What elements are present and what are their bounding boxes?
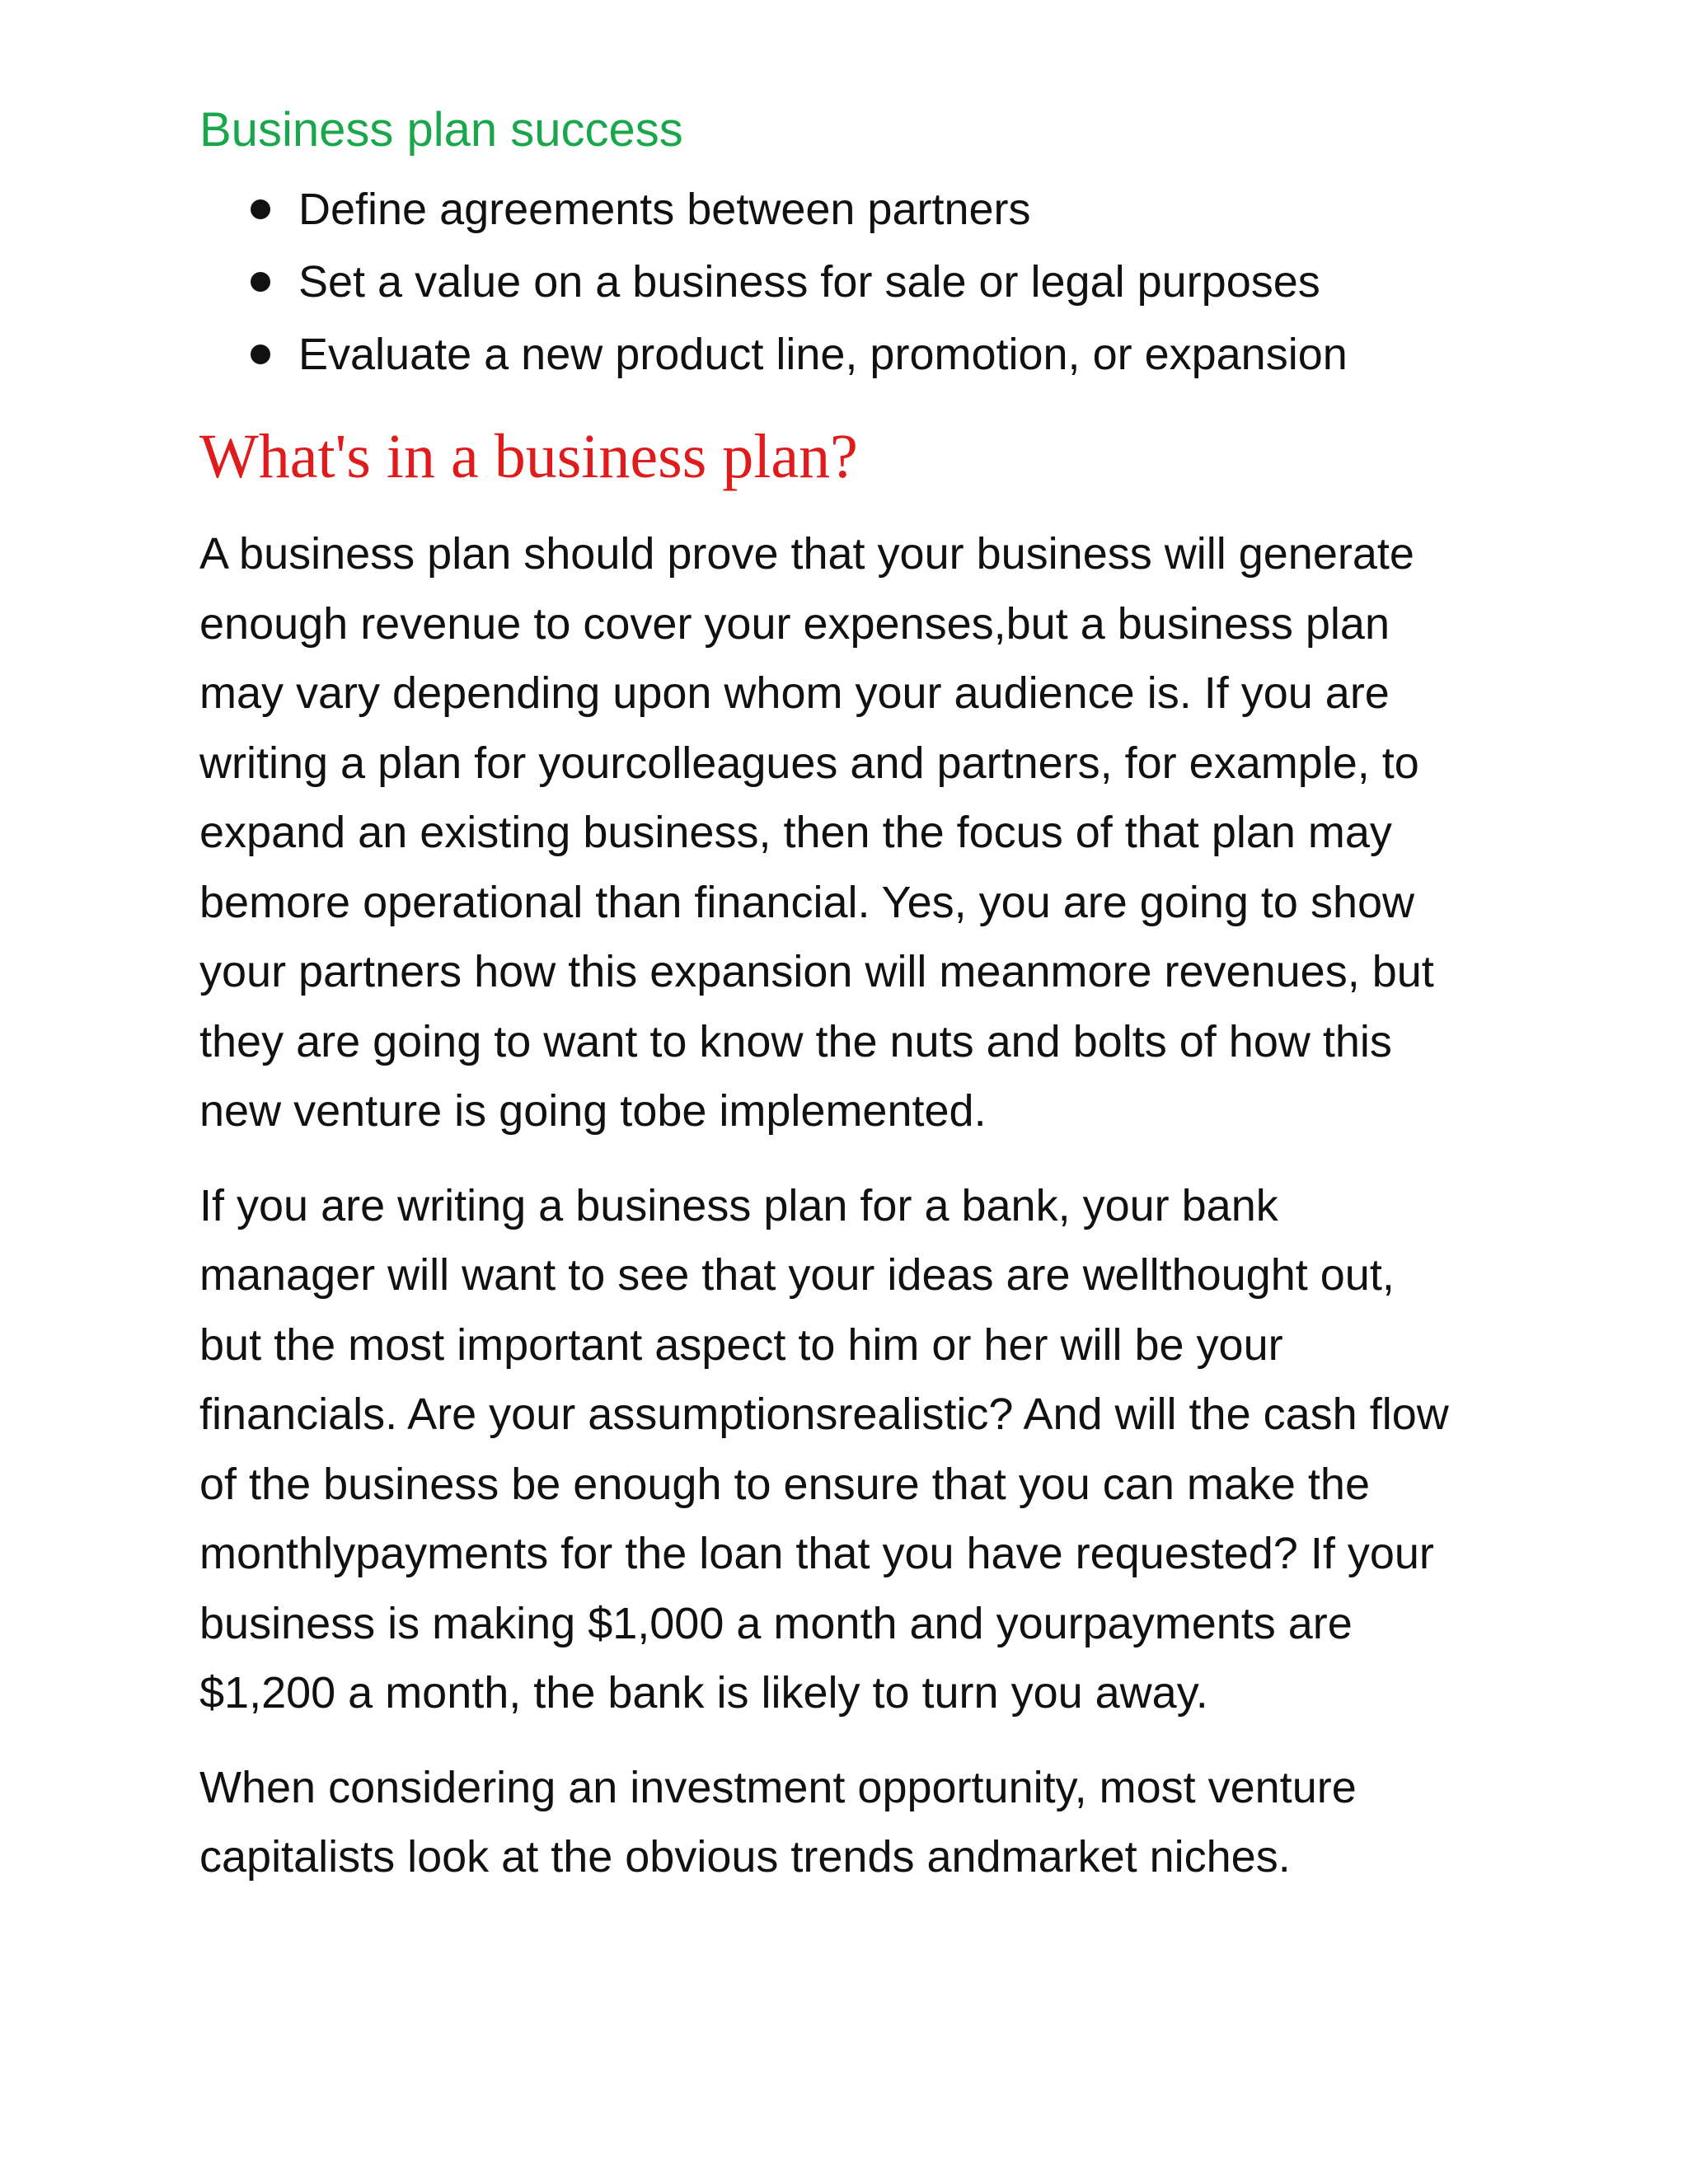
section-title: What's in a business plan? [199,422,858,491]
paragraph-line: monthlypayments for the loan that you have requested? If your [199,1529,1434,1578]
paragraph-line: financials. Are your assumptionsrealistic? And will the cash flow [199,1390,1449,1439]
bullet-item [199,246,1502,318]
bullet-text: Define agreements between partners [298,185,1031,234]
paragraph-line: enough revenue to cover your expenses,but a business plan [199,598,1390,649]
paragraph-line: writing a plan for yourcolleagues and partners, for example, to [199,738,1419,788]
paragraph-line: manager will want to see that your ideas are wellthought out, [199,1250,1395,1300]
paragraph-line: A business plan should prove that your business will generate [199,529,1414,579]
paragraph-3 [199,1753,1502,1892]
paragraph-line: When considering an investment opportunity, most venture [199,1762,1357,1812]
paragraph-line: of the business be enough to ensure that you can make the [199,1459,1370,1509]
paragraph-line: If you are writing a business plan for a bank, your bank [199,1180,1278,1230]
bullet-icon [251,199,270,219]
paragraph-line: $1,200 a month, the bank is likely to turn you away. [199,1668,1208,1718]
bullet-text: Evaluate a new product line, promotion, or expansion [298,330,1348,379]
page-content [199,97,1502,1917]
paragraph-line: may vary depending upon whom your audience is. If you are [199,668,1390,718]
paragraph-line: bemore operational than financial. Yes, you are going to show [199,877,1415,927]
bullet-text: Set a value on a business for sale or legal purposes [298,257,1320,307]
paragraph-line: they are going to want to know the nuts and bolts of how this [199,1016,1392,1066]
paragraph-1 [199,519,1502,1146]
bullet-list [199,173,1502,391]
bullet-icon [251,344,270,364]
bullet-item [199,173,1502,246]
bullet-item [199,318,1502,391]
paragraph-line: new venture is going tobe implemented. [199,1086,987,1136]
paragraph-line: but the most important aspect to him or her will be your [199,1319,1283,1370]
subheading: Business plan success [199,103,683,157]
paragraph-line: business is making $1,000 a month and yourpayments are [199,1598,1353,1648]
paragraph-line: expand an existing business, then the focus of that plan may [199,808,1392,857]
paragraph-line: capitalists look at the obvious trends andmarket niches. [199,1832,1291,1882]
paragraph-line: your partners how this expansion will meanmore revenues, but [199,947,1434,996]
paragraph-2 [199,1171,1502,1728]
bullet-icon [251,272,270,292]
